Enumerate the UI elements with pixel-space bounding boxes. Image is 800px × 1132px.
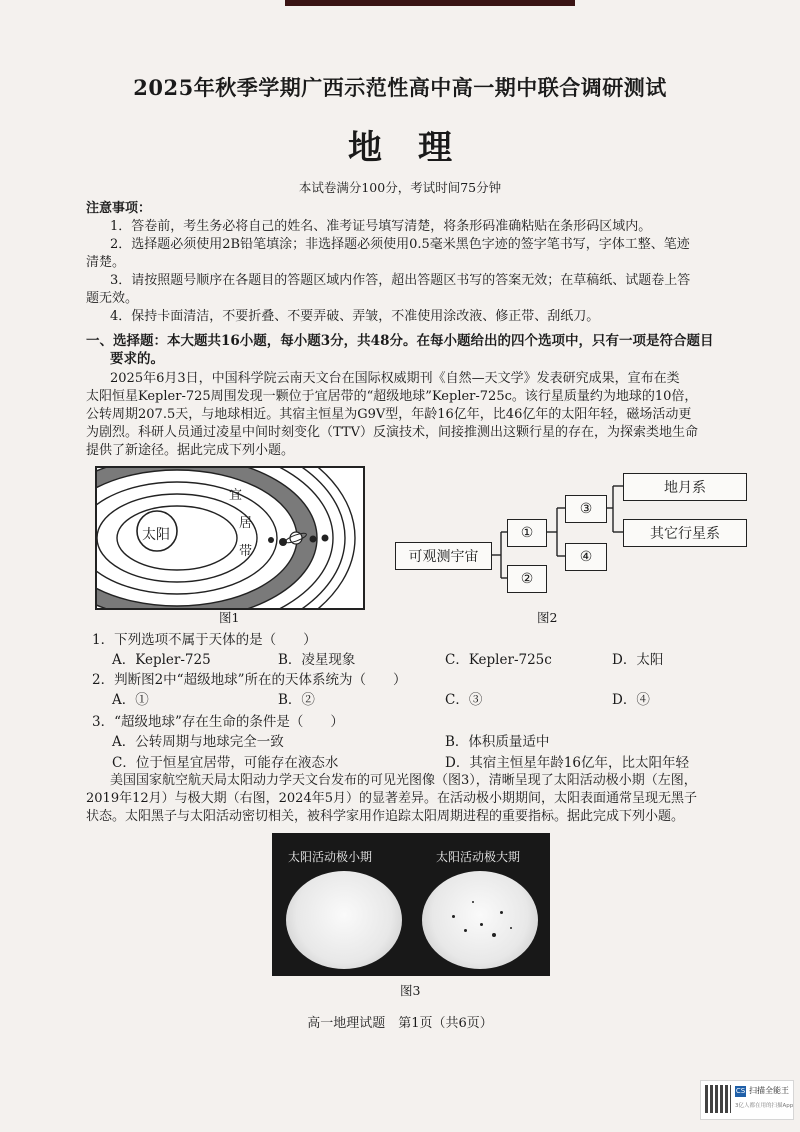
sun-solar-maximum <box>422 871 538 969</box>
exam-title: 2025年秋季学期广西示范性高中高一期中联合调研测试 <box>133 75 667 100</box>
node-4: ④ <box>565 543 607 571</box>
node-3: ③ <box>565 495 607 523</box>
passage-line: 美国国家航空航天局太阳动力学天文台发布的可见光图像（图3），清晰呈现了太阳活动极小期（左图， <box>110 773 697 788</box>
note-line: 清楚。 <box>86 255 126 270</box>
sunspot <box>464 929 467 932</box>
passage-line: 2019年12月）与极大期（右图，2024年5月）的显著差异。在活动极小期期间，太阳表面通常呈现无黑子 <box>86 791 697 806</box>
solar-max-label: 太阳活动极大期 <box>436 850 521 864</box>
note-line: 题无效。 <box>86 291 139 306</box>
qr-code-icon <box>705 1085 731 1113</box>
option: A．① <box>112 692 149 708</box>
question-stem: 1．下列选项不属于天体的是（ ） <box>92 632 317 648</box>
figure1-habitable-zone <box>95 466 365 610</box>
passage-line: 太阳恒星Kepler-725周围发现一颗位于宜居带的“超级地球”Kepler-725c。该行星质量约为地球的10倍， <box>86 389 698 404</box>
sunspot <box>472 901 474 903</box>
figure3-caption: 图3 <box>400 983 421 998</box>
passage-line: 公转周期207.5天，与地球相近。其宿主恒星为G9V型，年龄16亿年，比46亿年的太阳年轻，磁场活动更 <box>86 407 692 422</box>
node-1: ① <box>507 519 547 547</box>
sun-solar-minimum <box>286 871 402 969</box>
zone-char: 居 <box>239 516 253 531</box>
figure2-system-hierarchy <box>395 470 765 600</box>
figure3-solar-images <box>272 833 550 976</box>
sunspot <box>452 915 455 918</box>
watermark-subtext: 3亿人都在用的扫描App <box>735 1103 794 1109</box>
top-edge-bar <box>285 0 575 6</box>
watermark-text: 扫描全能王 <box>749 1086 789 1095</box>
sunspot <box>500 911 503 914</box>
option: A．Kepler-725 <box>112 652 211 668</box>
option: C．Kepler-725c <box>445 652 552 668</box>
option: B．凌星现象 <box>278 652 356 668</box>
page-footer: 高一地理试题 第1页（共6页） <box>307 1016 493 1031</box>
option: B．体积质量适中 <box>445 734 550 750</box>
question-stem: 3．“超级地球”存在生命的条件是（ ） <box>92 714 344 730</box>
zone-char: 宜 <box>229 488 243 503</box>
passage-line: 状态。太阳黑子与太阳活动密切相关，被科学家用作追踪太阳周期进程的重要指标。据此完成下列小题。 <box>86 809 685 824</box>
node-other-planetary-systems: 其它行星系 <box>623 519 747 547</box>
option: C．③ <box>445 692 483 708</box>
option: D．其宿主恒星年龄16亿年，比太阳年轻 <box>445 755 690 771</box>
figure1-caption: 图1 <box>219 610 240 625</box>
option: B．② <box>278 692 315 708</box>
option: D．太阳 <box>612 652 664 668</box>
question-stem: 2．判断图2中“超级地球”所在的天体系统为（ ） <box>92 672 407 688</box>
option: C．位于恒星宜居带，可能存在液态水 <box>112 755 339 771</box>
note-line: 4．保持卡面清洁，不要折叠、不要弄破、弄皱，不准使用涂改液、修正带、刮纸刀。 <box>110 309 600 324</box>
passage-line: 为剧烈。科研人员通过凌星中间时刻变化（TTV）反演技术，间接推测出这颗行星的存在，为探索类地生命 <box>86 425 698 440</box>
note-line: 1．答卷前，考生务必将自己的姓名、准考证号填写清楚，将条形码准确粘贴在条形码区域内。 <box>110 219 652 234</box>
node-observable-universe: 可观测宇宙 <box>395 542 492 570</box>
note-line: 3．请按照题号顺序在各题目的答题区域内作答，超出答题区书写的答案无效；在草稿纸、试题卷上答 <box>110 273 691 288</box>
sunspot <box>492 933 496 937</box>
zone-char: 带 <box>239 544 253 559</box>
subject-title: 地理 <box>348 128 488 168</box>
node-2: ② <box>507 565 547 593</box>
option: A．公转周期与地球完全一致 <box>112 734 284 750</box>
option: D．④ <box>612 692 650 708</box>
node-earth-moon-system: 地月系 <box>623 473 747 501</box>
sunspot <box>510 927 512 929</box>
solar-min-label: 太阳活动极小期 <box>288 850 373 864</box>
exam-info: 本试卷满分100分，考试时间75分钟 <box>298 180 502 195</box>
sun-label: 太阳 <box>142 527 170 543</box>
camscanner-logo-icon: CS <box>735 1087 746 1095</box>
notes-heading: 注意事项： <box>86 201 152 216</box>
scanner-watermark <box>700 1080 794 1120</box>
section-heading: 一、选择题：本大题共16小题，每小题3分，共48分。在每小题给出的四个选项中，只有一项是符合题目 <box>86 333 714 349</box>
passage-line: 2025年6月3日，中国科学院云南天文台在国际权威期刊《自然—天文学》发表研究成果，宣布在类 <box>110 371 680 386</box>
section-heading-cont: 要求的。 <box>110 351 164 367</box>
passage-line: 提供了新途径。据此完成下列小题。 <box>86 443 295 458</box>
note-line: 2．选择题必须使用2B铅笔填涂；非选择题必须使用0.5毫米黑色字迹的签字笔书写，字体工整、笔迹 <box>110 237 690 252</box>
figure2-caption: 图2 <box>537 610 558 625</box>
sunspot <box>480 923 483 926</box>
